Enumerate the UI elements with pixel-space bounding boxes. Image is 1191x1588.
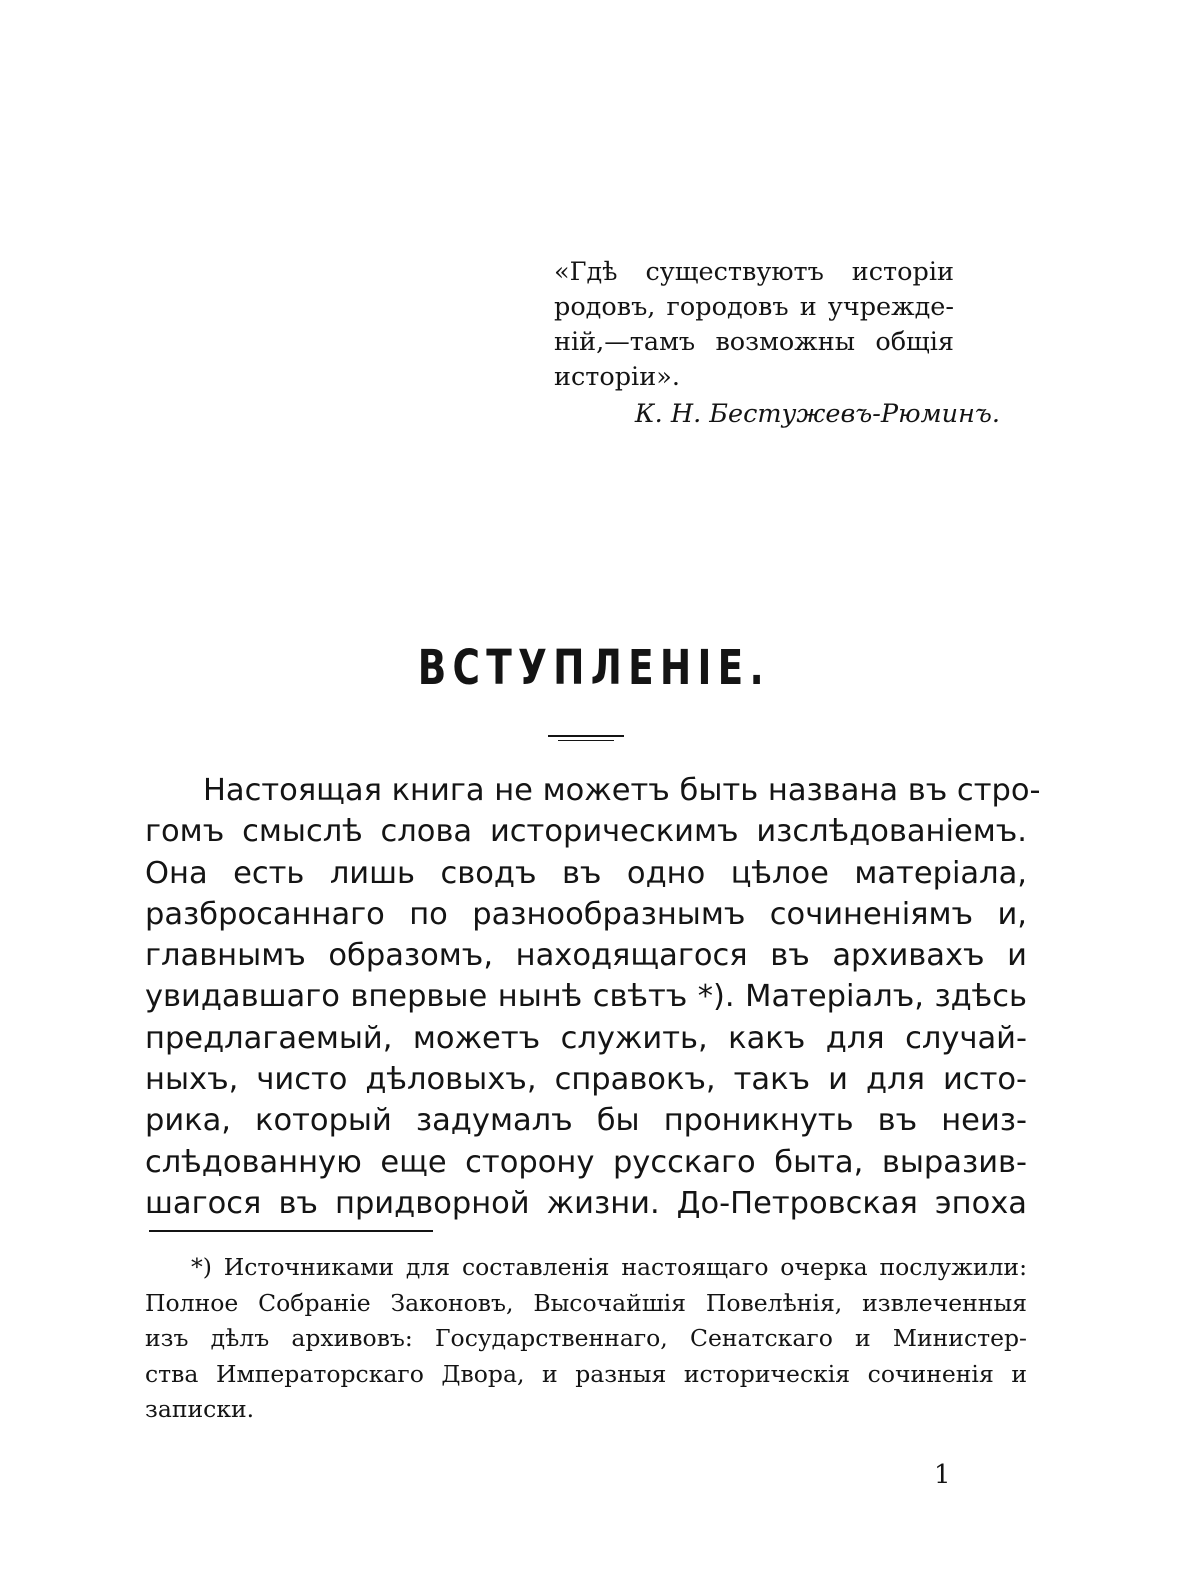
epigraph <box>554 255 1000 432</box>
title-divider <box>548 735 624 743</box>
body-line: ныхъ, чисто дѣловыхъ, справокъ, такъ и для исто- <box>145 1062 1027 1098</box>
body-line: главнымъ образомъ, находящагося въ архивахъ и <box>145 938 1027 974</box>
body-line: увидавшаго впервые нынѣ свѣтъ *). Матеріалъ, здѣсь <box>145 979 1027 1015</box>
body-line: слѣдованную еще сторону русскаго быта, выразив- <box>145 1144 1027 1180</box>
footnote-line: изъ дѣлъ архивовъ: Государственнаго, Сенатскаго и Министер- <box>145 1324 1027 1352</box>
body-paragraph <box>145 770 1041 1224</box>
footnote-line: записки. <box>145 1395 255 1423</box>
epigraph-author: К. Н. Бестужевъ-Рюминъ. <box>634 399 1000 429</box>
epigraph-line: ній,—тамъ возможны общія <box>554 327 954 357</box>
epigraph-line: «Гдѣ существуютъ исторіи <box>554 257 954 287</box>
body-line: Она есть лишь сводъ въ одно цѣлое матеріала, <box>145 855 1027 891</box>
body-line: разбросаннаго по разнообразнымъ сочиненіямъ и, <box>145 896 1027 932</box>
epigraph-line: родовъ, городовъ и учрежде- <box>554 292 954 322</box>
body-line: гомъ смыслѣ слова историческимъ изслѣдованіемъ. <box>145 814 1027 850</box>
footnote-line: ства Императорскаго Двора, и разныя историческія сочиненія и <box>145 1359 1027 1388</box>
footnote-line: Полное Собраніе Законовъ, Высочайшія Повелѣнія, извлеченныя <box>145 1288 1027 1317</box>
epigraph-line: исторіи». <box>554 362 680 392</box>
body-line: шагося въ придворной жизни. До-Петровская эпоха <box>145 1185 1027 1221</box>
body-line: предлагаемый, можетъ служить, какъ для случай- <box>145 1020 1027 1056</box>
body-line: Настоящая книга не можетъ быть названа въ стро- <box>203 773 1041 808</box>
footnote-line: *) Источниками для составленія настоящаго очерка послужили: <box>191 1253 1027 1281</box>
page-number: 1 <box>934 1460 951 1490</box>
footnote <box>145 1250 1027 1428</box>
chapter-title: ВСТУПЛЕНІЕ. <box>417 640 770 696</box>
body-line: рика, который задумалъ бы проникнуть въ неиз- <box>145 1103 1027 1139</box>
footnote-divider <box>149 1230 433 1232</box>
